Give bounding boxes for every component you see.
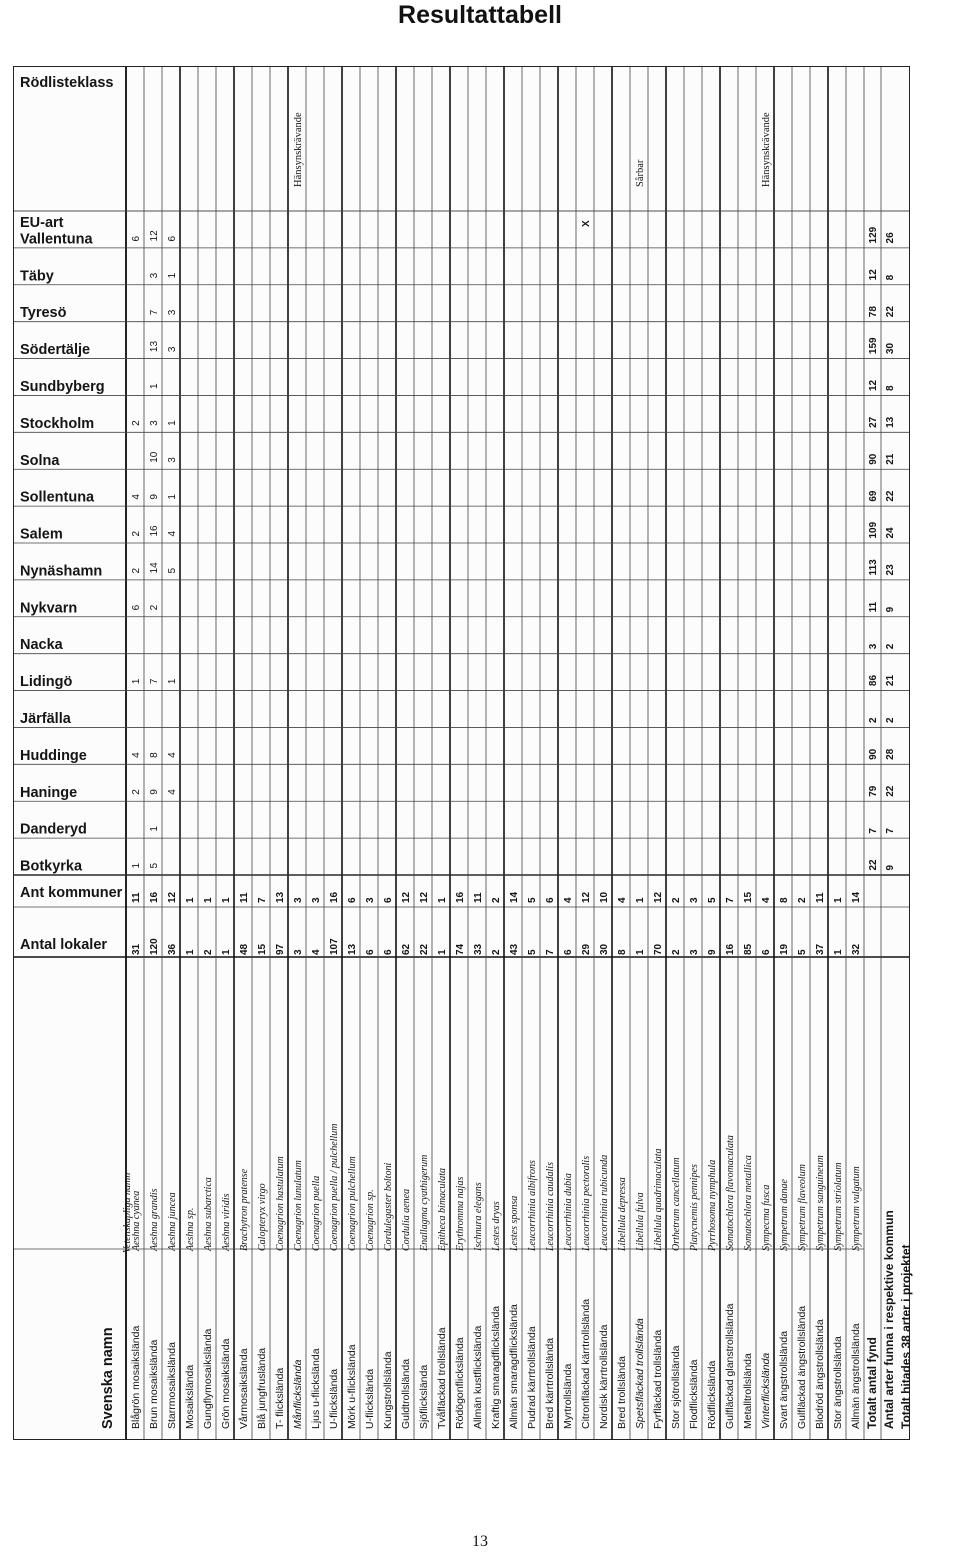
species-scientific-name: Pyrrhosoma nymphula	[706, 1159, 718, 1251]
antal-lokaler-value: 5	[796, 949, 808, 955]
species-scientific-name: Lestes sponsa	[508, 1195, 520, 1251]
totalt-antal-fynd-value: 109	[868, 521, 879, 539]
ant-kommuner-value: 12	[400, 891, 412, 903]
antal-arter-value: 28	[885, 748, 896, 760]
cell-value: 7	[148, 309, 160, 316]
species-swedish-name: Rödflickslända	[705, 1360, 718, 1429]
species-scientific-name: Leucorrhinia dubia	[562, 1173, 574, 1251]
totalt-antal-fynd-value: 79	[868, 785, 879, 797]
species-swedish-name: Allmän ängstrollslända	[849, 1323, 862, 1429]
species-scientific-name: Somatochlora flavomaculata	[724, 1135, 736, 1251]
ant-kommuner-value: 1	[634, 897, 646, 903]
ant-kommuner-value: 16	[148, 891, 160, 903]
species-scientific-name: Leucorrhinia rubicunda	[598, 1154, 610, 1251]
antal-lokaler-value: 74	[454, 943, 466, 955]
municipality-label: Nacka	[20, 637, 63, 654]
antal-lokaler-value: 7	[544, 949, 556, 955]
municipality-label: Lidingö	[20, 674, 73, 691]
species-swedish-name: Guldtrollslända	[399, 1358, 412, 1429]
species-swedish-name: Blågrön mosaikslända	[129, 1325, 142, 1429]
species-swedish-name: T- flickslända	[273, 1367, 286, 1429]
ant-kommuner-value: 16	[454, 891, 466, 903]
ant-kommuner-value: 3	[292, 897, 304, 903]
species-swedish-name: U-flickslända	[327, 1368, 340, 1429]
page-title: Resultattabell	[398, 1, 562, 29]
cell-value: 1	[130, 862, 142, 869]
class-label-hansynskravande: Hänsynskrävande	[292, 112, 304, 187]
ant-kommuner-value: 14	[508, 891, 520, 903]
species-swedish-name: Brun mosaikslända	[147, 1339, 160, 1429]
species-swedish-name: Månflickslända	[291, 1359, 304, 1429]
ant-kommuner-value: 5	[526, 897, 538, 903]
species-swedish-name: Bred trollslända	[615, 1356, 628, 1429]
cell-value: 4	[166, 752, 178, 758]
species-scientific-name: Platycnemis pennipes	[688, 1164, 700, 1251]
ant-kommuner-value: 1	[832, 897, 844, 903]
antal-lokaler-value: 9	[706, 949, 718, 955]
municipality-label: Salem	[20, 526, 63, 543]
ant-kommuner-value: 6	[382, 897, 394, 903]
antal-arter-value: 24	[885, 527, 896, 539]
antal-lokaler-value: 62	[400, 943, 412, 955]
cell-value: 13	[148, 340, 160, 353]
species-scientific-name: Calopteryx virgo	[256, 1183, 268, 1251]
species-swedish-name: Blå jungfruslända	[255, 1347, 268, 1429]
antal-lokaler-value: 4	[310, 949, 322, 955]
municipality-label: Nynäshamn	[20, 563, 103, 580]
municipality-label: Sundbyberg	[20, 379, 105, 395]
result-table-scan	[13, 66, 913, 1440]
totalt-antal-fynd-value: 11	[868, 601, 879, 613]
species-scientific-name: Leucorrhinia caudalis	[544, 1162, 556, 1251]
species-scientific-name: Aeshna cyanea	[130, 1190, 142, 1251]
cell-value: 3	[148, 420, 160, 426]
totalt-antal-fynd-value: 90	[868, 748, 879, 760]
species-scientific-name: Coenagrion sp.	[364, 1189, 376, 1251]
ant-kommuner-value: 14	[850, 891, 862, 903]
ant-kommuner-value: 2	[670, 897, 682, 903]
cell-value: 2	[130, 789, 142, 795]
species-swedish-name: Tvåfläckad trollslända	[435, 1327, 448, 1429]
antal-lokaler-value: 2	[490, 949, 502, 955]
cell-value: 4	[130, 752, 142, 758]
species-swedish-name: Myrtrollslända	[561, 1363, 574, 1429]
antal-lokaler-value: 1	[634, 949, 646, 955]
antal-lokaler-value: 5	[526, 949, 538, 955]
cell-value: 10	[148, 451, 160, 463]
ant-kommuner-value: 2	[796, 897, 808, 903]
antal-lokaler-value: 16	[724, 943, 736, 955]
antal-lokaler-value: 2	[670, 949, 682, 955]
cell-value: 6	[130, 235, 142, 242]
totalt-antal-fynd-value: 2	[868, 717, 879, 723]
cell-value: 8	[148, 752, 160, 758]
species-scientific-name: Libellula quadrimaculata	[652, 1148, 664, 1251]
antal-arter-value: 2	[885, 643, 896, 650]
species-scientific-name: Coenagrion hastulatum	[274, 1156, 286, 1251]
ant-kommuner-value: 8	[778, 897, 790, 903]
antal-arter-value: 23	[885, 564, 896, 576]
species-swedish-name: Pudrad kärrtrollslända	[525, 1326, 538, 1429]
totalt-antal-fynd-value: 3	[868, 643, 879, 650]
municipality-label: Södertälje	[20, 342, 91, 359]
antal-lokaler-value: 8	[616, 949, 628, 955]
cell-value: 3	[166, 309, 178, 316]
cell-value: 1	[166, 678, 178, 685]
ant-kommuner-value: 1	[436, 897, 448, 903]
cell-value: 5	[166, 567, 178, 574]
cell-value: 3	[166, 346, 178, 353]
species-scientific-name: Aeshna sp.	[184, 1207, 196, 1251]
antal-arter-value: 9	[885, 864, 896, 871]
totalt-hitades-label: Totalt hitades 38 arter i projektet	[899, 1244, 913, 1429]
ant-kommuner-value: 11	[472, 892, 484, 903]
antal-lokaler-value: 37	[814, 943, 826, 955]
antal-lokaler-value: 29	[580, 943, 592, 955]
antal-lokaler-value: 85	[742, 943, 754, 955]
antal-lokaler-value: 48	[238, 943, 250, 955]
cell-value: 7	[148, 678, 160, 685]
ant-kommuner-value: 12	[166, 891, 178, 903]
ant-kommuner-value: 12	[418, 891, 430, 903]
ant-kommuner-value: 1	[184, 897, 196, 903]
header-ant-kommuner: Ant kommuner	[20, 885, 123, 901]
antal-arter-value: 13	[885, 416, 896, 428]
species-scientific-name: Leucorrhinia albifrons	[526, 1160, 538, 1251]
antal-lokaler-value: 1	[184, 949, 196, 955]
ant-kommuner-value: 1	[220, 897, 232, 903]
ant-kommuner-value: 7	[256, 897, 268, 903]
species-swedish-name: Stor sjötrollslända	[669, 1345, 682, 1429]
species-swedish-name: Sjöflickslända	[417, 1364, 430, 1429]
totalt-antal-fynd-value: 90	[868, 453, 879, 465]
ant-kommuner-value: 2	[490, 897, 502, 903]
antal-lokaler-value: 31	[130, 943, 142, 955]
antal-arter-value: 22	[885, 306, 896, 318]
antal-arter-value: 22	[885, 490, 896, 502]
cell-value: 1	[166, 420, 178, 426]
species-swedish-name: Kungstrollslända	[381, 1351, 394, 1429]
antal-arter-value: 8	[885, 385, 896, 391]
municipality-label: Danderyd	[20, 821, 87, 838]
antal-lokaler-value: 13	[346, 943, 358, 955]
antal-lokaler-value: 97	[274, 943, 286, 955]
totalt-antal-fynd-value: 22	[868, 859, 879, 871]
species-swedish-name: Allmän smaragdflickslända	[507, 1304, 520, 1429]
species-scientific-name: Cordulegaster boltoni	[382, 1162, 394, 1251]
species-swedish-name: Mörk u-flickslända	[345, 1344, 358, 1429]
antal-arter-value: 22	[885, 785, 896, 797]
species-swedish-name: Gungflymosaikslända	[201, 1328, 214, 1429]
antal-lokaler-value: 120	[148, 938, 160, 955]
cell-value: 6	[166, 235, 178, 242]
antal-lokaler-value: 1	[436, 949, 448, 955]
antal-lokaler-value: 2	[202, 949, 214, 955]
species-swedish-name: Kraftig smaragdflickslända	[489, 1305, 502, 1429]
species-swedish-name: Starrmosaikslända	[165, 1342, 178, 1429]
species-scientific-name: Coenagrion puella / pulchellum	[328, 1123, 340, 1251]
antal-arter-value: 21	[885, 674, 896, 687]
totalt-antal-fynd-value: 27	[868, 416, 879, 428]
species-scientific-name: Erythromma najas	[454, 1176, 466, 1251]
antal-lokaler-value: 1	[220, 949, 232, 955]
species-scientific-name: Sympecma fusca	[760, 1184, 772, 1251]
species-scientific-name: Sympetrum sanguineum	[814, 1155, 826, 1251]
antal-lokaler-value: 36	[166, 943, 178, 955]
antal-lokaler-value: 30	[598, 943, 610, 955]
species-swedish-name: Svart ängstrollslända	[777, 1330, 790, 1429]
antal-arter-label: Antal arter funna i respektive kommun	[882, 1210, 896, 1429]
species-scientific-name: Sympetrum danae	[778, 1179, 790, 1251]
cell-value: 5	[148, 862, 160, 869]
antal-lokaler-value: 6	[562, 949, 574, 955]
cell-value: 2	[130, 420, 142, 426]
species-scientific-name: Libellula fulva	[634, 1192, 646, 1251]
ant-kommuner-value: 12	[652, 891, 664, 903]
header-vetenskapliga-namn: Vetenskapliga namn	[122, 1172, 133, 1253]
species-scientific-name: Aeshna subarctica	[202, 1177, 214, 1251]
species-scientific-name: Orthetrum cancellatum	[670, 1157, 682, 1251]
municipality-label: Botkyrka	[20, 858, 83, 875]
class-label-hansynskravande-2: Hänsynskrävande	[760, 112, 772, 187]
cell-value: 1	[166, 272, 178, 279]
ant-kommuner-value: 4	[616, 897, 628, 903]
species-scientific-name: Epitheca bimaculata	[436, 1167, 448, 1251]
totalt-antal-fynd-value: 129	[868, 226, 879, 244]
antal-arter-value: 7	[885, 828, 896, 834]
antal-arter-value: 2	[885, 717, 896, 723]
species-swedish-name: Fyrfläckad trollslända	[651, 1329, 664, 1429]
totalt-antal-fynd-value: 78	[868, 306, 879, 318]
species-scientific-name: Coenagrion puella	[310, 1175, 322, 1251]
antal-lokaler-value: 15	[256, 943, 268, 955]
cell-value: 4	[130, 494, 142, 500]
ant-kommuner-value: 6	[346, 897, 358, 903]
antal-arter-value: 9	[885, 606, 896, 613]
species-scientific-name: Lestes dryas	[490, 1201, 502, 1251]
species-scientific-name: Leucorrhinia pectoralis	[580, 1155, 592, 1251]
species-scientific-name: Enallagma cyathigerum	[418, 1154, 430, 1251]
municipality-label: Nykvarn	[20, 600, 78, 617]
species-swedish-name: Gulfläckad ängstrollslända	[795, 1305, 808, 1429]
species-scientific-name: Cordulia aenea	[400, 1188, 412, 1251]
species-scientific-name: Sympetrum striolatum	[832, 1162, 844, 1251]
ant-kommuner-value: 3	[364, 897, 376, 903]
species-swedish-name: Bred kärrtrollslända	[543, 1337, 556, 1429]
antal-arter-value: 26	[885, 232, 896, 244]
antal-lokaler-value: 33	[472, 943, 484, 955]
species-swedish-name: Metalltrollslända	[741, 1353, 754, 1429]
antal-lokaler-value: 3	[688, 949, 700, 955]
header-svenska-namn: Svenska namn	[100, 1327, 116, 1429]
cell-value: 2	[130, 530, 142, 537]
header-rodlisteklass: Rödlisteklass	[20, 75, 114, 91]
ant-kommuner-value: 13	[274, 891, 286, 903]
municipality-label: Täby	[20, 268, 54, 285]
cell-value: 12	[148, 230, 160, 242]
page-number: 13	[472, 1533, 488, 1550]
header-antal-lokaler: Antal lokaler	[20, 937, 108, 953]
totalt-antal-fynd-value: 12	[868, 269, 879, 281]
municipality-label: Huddinge	[20, 747, 87, 764]
ant-kommuner-value: 7	[724, 897, 736, 903]
totalt-antal-fynd-value: 12	[868, 379, 879, 391]
antal-lokaler-value: 70	[652, 943, 664, 955]
species-swedish-name: Spetsfläckad trollslända	[633, 1318, 646, 1429]
ant-kommuner-value: 16	[328, 891, 340, 903]
cell-value: 16	[148, 525, 160, 537]
species-scientific-name: Aeshna grandis	[148, 1188, 160, 1251]
cell-value: 3	[166, 457, 178, 463]
species-swedish-name: Ljus u-flickslända	[309, 1348, 322, 1429]
eu-art-marker: X	[580, 220, 592, 227]
species-swedish-name: Allmän kustflickslända	[471, 1325, 484, 1429]
totalt-antal-fynd-value: 86	[868, 674, 879, 687]
antal-arter-value: 30	[885, 342, 896, 355]
species-scientific-name: Brachytron pratense	[238, 1168, 250, 1251]
municipality-label: Solna	[20, 452, 60, 469]
municipality-label: Järfälla	[20, 711, 71, 727]
ant-kommuner-value: 6	[544, 897, 556, 903]
municipality-label: Stockholm	[20, 415, 95, 432]
antal-lokaler-value: 22	[418, 943, 430, 955]
species-swedish-name: Gulfläckad glanstrollslända	[723, 1303, 736, 1429]
ant-kommuner-value: 12	[580, 891, 592, 903]
class-label-sarbar: Sårbar	[634, 159, 646, 187]
municipality-label: Vallentuna	[20, 231, 93, 248]
species-scientific-name: Aeshna viridis	[220, 1193, 232, 1251]
cell-value: 9	[148, 789, 160, 795]
cell-value: 2	[148, 604, 160, 611]
municipality-label: Sollentuna	[20, 489, 95, 506]
cell-value: 9	[148, 494, 160, 500]
cell-value: 1	[130, 678, 142, 685]
cell-value: 1	[166, 494, 178, 500]
cell-value: 4	[166, 530, 178, 537]
species-swedish-name: Flodflickslända	[687, 1359, 700, 1429]
cell-value: 3	[148, 272, 160, 279]
cell-value: 1	[148, 383, 160, 389]
ant-kommuner-value: 15	[742, 891, 754, 903]
antal-lokaler-value: 6	[760, 949, 772, 955]
species-scientific-name: Coenagrion lunulatum	[292, 1160, 304, 1251]
cell-value: 4	[166, 789, 178, 795]
species-swedish-name: Grön mosaikslända	[219, 1338, 232, 1429]
antal-lokaler-value: 32	[850, 943, 862, 955]
antal-arter-value: 21	[885, 453, 896, 465]
species-scientific-name: Sympetrum flaveolum	[796, 1164, 808, 1251]
species-swedish-name: Nordisk kärrtrollslända	[597, 1324, 610, 1429]
antal-lokaler-value: 1	[832, 949, 844, 955]
totalt-antal-fynd-value: 69	[868, 490, 879, 502]
totalt-antal-fynd-value: 113	[868, 559, 879, 576]
species-swedish-name: Rödögonflickslända	[453, 1337, 466, 1429]
antal-lokaler-value: 107	[328, 938, 340, 955]
species-swedish-name: Stor ängstrollslända	[831, 1336, 844, 1429]
species-scientific-name: Somatochlora metallica	[742, 1155, 754, 1251]
species-swedish-name: U-flickslända	[363, 1368, 376, 1429]
ant-kommuner-value: 4	[562, 897, 574, 903]
cell-value: 6	[130, 604, 142, 611]
municipality-label: Haninge	[20, 784, 78, 801]
ant-kommuner-value: 5	[706, 897, 718, 903]
antal-lokaler-value: 3	[292, 949, 304, 955]
species-swedish-name: Blodröd ängstrollslända	[813, 1319, 826, 1429]
antal-lokaler-value: 6	[382, 949, 394, 955]
ant-kommuner-value: 4	[760, 897, 772, 903]
species-scientific-name: Ischnura elegans	[472, 1182, 484, 1251]
antal-arter-value: 8	[885, 274, 896, 281]
totalt-antal-fynd-value: 159	[868, 337, 879, 355]
species-scientific-name: Coenagrion pulchellum	[346, 1156, 358, 1251]
species-swedish-name: Citronfläckad kärrtrollslända	[579, 1298, 592, 1429]
totalt-antal-fynd-value: 7	[868, 828, 879, 834]
species-scientific-name: Libellula depressa	[616, 1177, 628, 1251]
ant-kommuner-value: 1	[202, 897, 214, 903]
species-swedish-name: Vårmosaikslända	[237, 1348, 250, 1429]
ant-kommuner-value: 10	[598, 891, 610, 903]
cell-value: 1	[148, 826, 160, 832]
species-swedish-name: Vinterflickslända	[759, 1352, 772, 1429]
header-eu-art: EU-art	[20, 215, 64, 231]
antal-lokaler-value: 43	[508, 943, 520, 955]
ant-kommuner-value: 11	[130, 892, 142, 903]
ant-kommuner-value: 3	[688, 897, 700, 903]
cell-value: 14	[148, 562, 160, 574]
municipality-label: Tyresö	[20, 305, 67, 322]
totalt-antal-fynd-label: Totalt antal fynd	[865, 1337, 879, 1429]
species-swedish-name: Mosaikslända	[183, 1364, 196, 1429]
result-table	[14, 67, 913, 1439]
antal-lokaler-value: 6	[364, 949, 376, 955]
antal-lokaler-value: 19	[778, 943, 790, 955]
cell-value: 2	[130, 567, 142, 574]
ant-kommuner-value: 11	[238, 892, 250, 903]
ant-kommuner-value: 3	[310, 897, 322, 903]
species-scientific-name: Sympetrum vulgatum	[850, 1166, 862, 1251]
ant-kommuner-value: 11	[814, 892, 826, 903]
species-scientific-name: Aeshna juncea	[166, 1192, 178, 1251]
